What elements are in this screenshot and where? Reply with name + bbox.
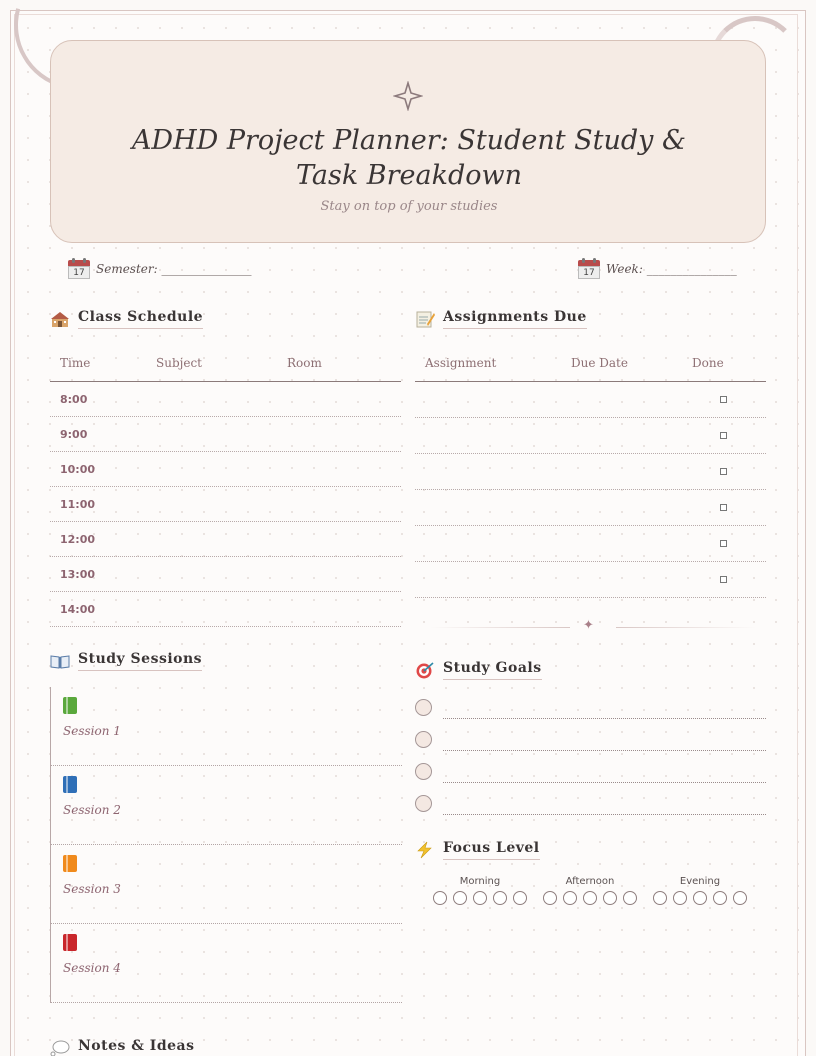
goal-checkbox[interactable] [415, 731, 432, 748]
focus-rating-circle[interactable] [473, 891, 487, 905]
open-book-icon [50, 652, 70, 670]
focus-rating-circle[interactable] [733, 891, 747, 905]
header-banner [50, 40, 766, 243]
done-checkbox[interactable] [720, 504, 727, 511]
focus-level-heading: Focus Level [415, 840, 540, 860]
book-icon [63, 776, 77, 793]
target-icon [415, 661, 435, 679]
calendar-icon: 17 [578, 258, 600, 280]
assignment-row[interactable] [415, 562, 766, 598]
focus-rating-circle[interactable] [433, 891, 447, 905]
semester-label: Semester: _______________ [96, 262, 252, 276]
assignment-row[interactable] [415, 382, 766, 418]
lightning-icon [415, 841, 435, 859]
study-session-block[interactable] [51, 687, 402, 766]
schedule-row[interactable] [50, 417, 401, 452]
ornament-divider [430, 618, 756, 633]
time-cell: 12:00 [60, 532, 96, 546]
focus-period [425, 876, 535, 905]
schedule-row[interactable] [50, 557, 401, 592]
goal-checkbox[interactable] [415, 795, 432, 812]
goal-checkbox[interactable] [415, 763, 432, 780]
assignment-row[interactable] [415, 490, 766, 526]
sparkle-icon [393, 81, 423, 111]
schedule-row[interactable] [50, 487, 401, 522]
focus-rating-circle[interactable] [623, 891, 637, 905]
goal-item[interactable] [415, 731, 766, 749]
assignments-heading: Assignments Due [415, 309, 587, 329]
focus-rating-circle[interactable] [603, 891, 617, 905]
goal-item[interactable] [415, 795, 766, 813]
done-checkbox[interactable] [720, 432, 727, 439]
assignment-row[interactable] [415, 418, 766, 454]
done-checkbox[interactable] [720, 396, 727, 403]
study-sessions-list [50, 687, 401, 1003]
goal-item[interactable] [415, 699, 766, 717]
thought-bubble-icon [50, 1039, 70, 1056]
focus-rating-circle[interactable] [563, 891, 577, 905]
session-label: Session 3 [63, 882, 121, 896]
goal-line [443, 750, 766, 751]
study-goals-heading: Study Goals [415, 660, 542, 680]
school-icon [50, 310, 70, 328]
focus-rating-circle[interactable] [493, 891, 507, 905]
class-schedule-header: Time Subject Room [50, 356, 401, 382]
assignment-row[interactable] [415, 454, 766, 490]
book-icon [63, 855, 77, 872]
focus-rating-circle[interactable] [513, 891, 527, 905]
focus-rating-circle[interactable] [653, 891, 667, 905]
done-checkbox[interactable] [720, 576, 727, 583]
book-icon [63, 697, 77, 714]
goal-checkbox[interactable] [415, 699, 432, 716]
focus-rating-circle[interactable] [543, 891, 557, 905]
goal-line [443, 814, 766, 815]
memo-icon [415, 310, 435, 328]
focus-rating-circle[interactable] [713, 891, 727, 905]
study-sessions-heading: Study Sessions [50, 651, 202, 671]
book-icon [63, 934, 77, 951]
goal-line [443, 782, 766, 783]
notes-heading: Notes & Ideas [50, 1038, 194, 1056]
week-label: Week: _______________ [606, 262, 737, 276]
time-cell: 11:00 [60, 497, 96, 511]
session-label: Session 2 [63, 803, 121, 817]
focus-period [535, 876, 645, 905]
class-schedule-heading: Class Schedule [50, 309, 203, 329]
calendar-icon: 17 [68, 258, 90, 280]
focus-rating-circle[interactable] [453, 891, 467, 905]
time-cell: 13:00 [60, 567, 96, 581]
done-checkbox[interactable] [720, 540, 727, 547]
goal-item[interactable] [415, 763, 766, 781]
focus-period [645, 876, 755, 905]
focus-rating-circle[interactable] [673, 891, 687, 905]
study-session-block[interactable] [51, 766, 402, 845]
week-field[interactable] [578, 258, 737, 280]
star-icon: ✦ [583, 618, 594, 633]
schedule-row[interactable] [50, 592, 401, 627]
study-session-block[interactable] [51, 924, 402, 1003]
assignment-row[interactable] [415, 526, 766, 562]
time-cell: 9:00 [60, 427, 88, 441]
focus-period-label: Afternoon [565, 876, 615, 887]
schedule-row[interactable] [50, 382, 401, 417]
focus-rating-circle[interactable] [583, 891, 597, 905]
session-label: Session 4 [63, 961, 121, 975]
time-cell: 10:00 [60, 462, 96, 476]
focus-rating-circle[interactable] [693, 891, 707, 905]
study-session-block[interactable] [51, 845, 402, 924]
time-cell: 14:00 [60, 602, 96, 616]
semester-field[interactable] [68, 258, 251, 280]
page-subtitle: Stay on top of your studies [320, 199, 498, 214]
schedule-row[interactable] [50, 522, 401, 557]
schedule-row[interactable] [50, 452, 401, 487]
focus-period-label: Evening [679, 876, 721, 887]
done-checkbox[interactable] [720, 468, 727, 475]
focus-period-label: Morning [459, 876, 501, 887]
assignments-header: Assignment Due Date Done [415, 356, 766, 382]
page-title: ADHD Project Planner: Student Study & Task Breakdown [131, 125, 687, 191]
goal-line [443, 718, 766, 719]
session-label: Session 1 [63, 724, 121, 738]
time-cell: 8:00 [60, 392, 88, 406]
